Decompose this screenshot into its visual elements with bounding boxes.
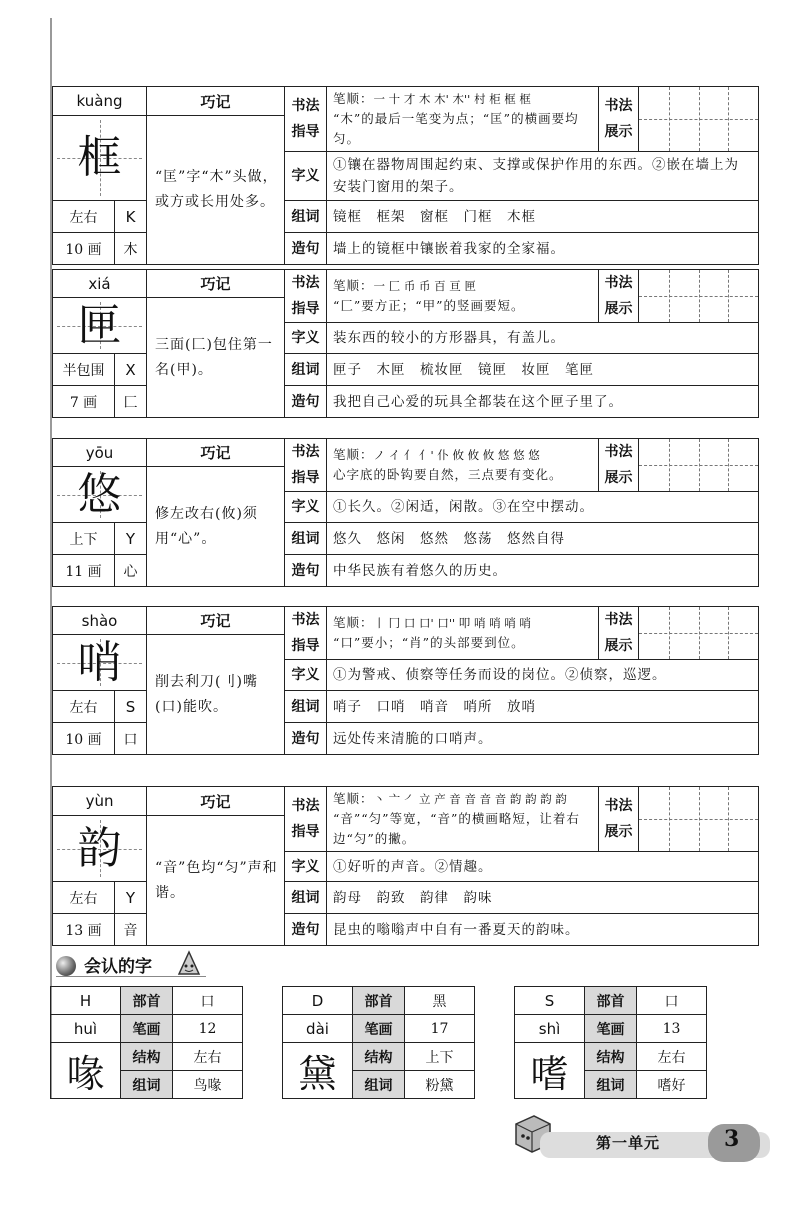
show-label: 书法 展示 [599, 439, 639, 492]
recognize-card [514, 986, 707, 1099]
zuci-text: 韵母 韵致 韵律 韵味 [327, 882, 759, 914]
ziyi-label: 字义 [285, 152, 327, 201]
zaoju-text: 昆虫的嗡嗡声中自有一番夏天的韵味。 [327, 914, 759, 946]
recognize-card [282, 986, 475, 1099]
zuci-text: 镜框 框架 窗框 门框 木框 [327, 201, 759, 233]
qiaoji-text: 三面(匚)包住第一名(甲)。 [147, 298, 285, 418]
zaoju-label: 造句 [285, 233, 327, 265]
character-card [52, 606, 759, 755]
zuci-label: 组词 [353, 1071, 405, 1099]
shufa-zhidao-label: 书法 指导 [285, 607, 327, 660]
page-number: 3 [724, 1126, 740, 1152]
zaoju-text: 墙上的镜框中镶嵌着我家的全家福。 [327, 233, 759, 265]
stroke-guide: 笔顺：丨 冂 口 口' 口'' 叩 哨 哨 哨 哨 “口”要小；“肖”的头部要到位。 [327, 607, 599, 660]
bihua-label: 笔画 [353, 1015, 405, 1043]
zuci-value: 粉黛 [405, 1071, 475, 1099]
pinyin: dài [283, 1015, 353, 1043]
zaoju-text: 远处传来清脆的口哨声。 [327, 723, 759, 755]
jiegou-label: 结构 [353, 1043, 405, 1071]
index-letter: Y [115, 882, 147, 914]
zuci-value: 鸟喙 [173, 1071, 243, 1099]
jiegou-value: 上下 [405, 1043, 475, 1071]
stroke-count: 10 画 [53, 723, 115, 755]
zaoju-label: 造句 [285, 914, 327, 946]
recognize-card [50, 986, 243, 1099]
jiegou-value: 左右 [637, 1043, 707, 1071]
main-character: 框 [53, 116, 147, 201]
character-card [52, 438, 759, 587]
ziyi-label: 字义 [285, 323, 327, 354]
ziyi-label: 字义 [285, 492, 327, 523]
bihua-value: 13 [637, 1015, 707, 1043]
main-character: 匣 [53, 298, 147, 354]
zuci-text: 匣子 木匣 梳妆匣 镜匣 妆匣 笔匣 [327, 354, 759, 386]
jiegou-value: 左右 [173, 1043, 243, 1071]
qiaoji-header: 巧记 [147, 87, 285, 116]
qiaoji-header: 巧记 [147, 607, 285, 635]
character-card [52, 786, 759, 946]
show-label: 书法 展示 [599, 270, 639, 323]
recognize-character: 嗜 [515, 1043, 585, 1099]
index-letter: Y [115, 523, 147, 555]
bihua-label: 笔画 [121, 1015, 173, 1043]
practice-grid [639, 270, 759, 323]
radical: 口 [115, 723, 147, 755]
structure: 左右 [53, 691, 115, 723]
ball-icon [56, 956, 76, 976]
structure: 左右 [53, 201, 115, 233]
shufa-zhidao-label: 书法 指导 [285, 87, 327, 152]
stroke-guide: 笔顺：一 十 才 木 木' 木'' 村 柜 框 框 “木”的最后一笔变为点；“匡”的横画要均匀。 [327, 87, 599, 152]
practice-grid [639, 787, 759, 852]
zaoju-label: 造句 [285, 723, 327, 755]
practice-grid [639, 87, 759, 152]
bushou-value: 黑 [405, 987, 475, 1015]
main-character: 韵 [53, 816, 147, 882]
bushou-value: 口 [637, 987, 707, 1015]
show-label: 书法 展示 [599, 787, 639, 852]
structure: 半包围 [53, 354, 115, 386]
zaoju-label: 造句 [285, 386, 327, 418]
index-letter: H [51, 987, 121, 1015]
mascot-icon [176, 950, 202, 978]
bushou-value: 口 [173, 987, 243, 1015]
pinyin: xiá [53, 270, 147, 298]
main-character: 悠 [53, 467, 147, 523]
qiaoji-text: “匡”字“木”头做，或方或长用处多。 [147, 116, 285, 265]
recognize-character: 喙 [51, 1043, 121, 1099]
radical: 木 [115, 233, 147, 265]
bihua-value: 12 [173, 1015, 243, 1043]
qiaoji-text: 修左改右(攸)须用“心”。 [147, 467, 285, 587]
zuci-label: 组词 [285, 691, 327, 723]
stroke-guide: 笔顺：ノ イ 亻 亻' 仆 攸 攸 攸 悠 悠 悠 心字底的卧钩要自然，三点要有变化。 [327, 439, 599, 492]
stroke-count: 10 画 [53, 233, 115, 265]
recognize-title: 会认的字 [84, 957, 152, 977]
zuci-label: 组词 [285, 882, 327, 914]
bushou-label: 部首 [121, 987, 173, 1015]
stroke-count: 13 画 [53, 914, 115, 946]
index-letter: D [283, 987, 353, 1015]
index-letter: K [115, 201, 147, 233]
stroke-count: 11 画 [53, 555, 115, 587]
qiaoji-header: 巧记 [147, 787, 285, 816]
pinyin: huì [51, 1015, 121, 1043]
ziyi-text: 装东西的较小的方形器具，有盖儿。 [327, 323, 759, 354]
practice-grid [639, 607, 759, 660]
radical: 匚 [115, 386, 147, 418]
bihua-label: 笔画 [585, 1015, 637, 1043]
zuci-label: 组词 [121, 1071, 173, 1099]
radical: 音 [115, 914, 147, 946]
index-letter: X [115, 354, 147, 386]
stroke-count: 7 画 [53, 386, 115, 418]
shufa-zhidao-label: 书法 指导 [285, 270, 327, 323]
pinyin: shì [515, 1015, 585, 1043]
bushou-label: 部首 [353, 987, 405, 1015]
show-label: 书法 展示 [599, 607, 639, 660]
stroke-guide: 笔顺：一 匚 币 币 百 亘 匣 “匚”要方正；“甲”的竖画要短。 [327, 270, 599, 323]
zuci-label: 组词 [285, 201, 327, 233]
character-card [52, 86, 759, 265]
zuci-label: 组词 [585, 1071, 637, 1099]
zaoju-text: 中华民族有着悠久的历史。 [327, 555, 759, 587]
recognize-section-header [56, 950, 216, 980]
jiegou-label: 结构 [121, 1043, 173, 1071]
zaoju-text: 我把自己心爱的玩具全都装在这个匣子里了。 [327, 386, 759, 418]
zuci-text: 哨子 口哨 哨音 哨所 放哨 [327, 691, 759, 723]
ziyi-text: ①好听的声音。②情趣。 [327, 852, 759, 882]
qiaoji-header: 巧记 [147, 439, 285, 467]
page-footer [500, 1106, 770, 1166]
ziyi-text: ①镶在器物周围起约束、支撑或保护作用的东西。②嵌在墙上为安装门窗用的架子。 [327, 152, 759, 201]
ziyi-text: ①长久。②闲适，闲散。③在空中摆动。 [327, 492, 759, 523]
qiaoji-text: “音”色均“匀”声和谐。 [147, 816, 285, 946]
pinyin: yōu [53, 439, 147, 467]
bihua-value: 17 [405, 1015, 475, 1043]
ziyi-label: 字义 [285, 660, 327, 691]
pinyin: yùn [53, 787, 147, 816]
pinyin: shào [53, 607, 147, 635]
pinyin: kuàng [53, 87, 147, 116]
ziyi-label: 字义 [285, 852, 327, 882]
shufa-zhidao-label: 书法 指导 [285, 439, 327, 492]
ziyi-text: ①为警戒、侦察等任务而设的岗位。②侦察，巡逻。 [327, 660, 759, 691]
qiaoji-text: 削去利刀(刂)嘴(口)能吹。 [147, 635, 285, 755]
structure: 左右 [53, 882, 115, 914]
recognize-character: 黛 [283, 1043, 353, 1099]
jiegou-label: 结构 [585, 1043, 637, 1071]
qiaoji-header: 巧记 [147, 270, 285, 298]
bushou-label: 部首 [585, 987, 637, 1015]
structure: 上下 [53, 523, 115, 555]
shufa-zhidao-label: 书法 指导 [285, 787, 327, 852]
main-character: 哨 [53, 635, 147, 691]
zuci-value: 嗜好 [637, 1071, 707, 1099]
index-letter: S [515, 987, 585, 1015]
zuci-label: 组词 [285, 354, 327, 386]
character-card [52, 269, 759, 418]
unit-label: 第一单元 [596, 1134, 661, 1152]
show-label: 书法 展示 [599, 87, 639, 152]
practice-grid [639, 439, 759, 492]
index-letter: S [115, 691, 147, 723]
zuci-label: 组词 [285, 523, 327, 555]
zaoju-label: 造句 [285, 555, 327, 587]
stroke-guide: 笔顺：丶 亠 ㇒ 立 产 音 音 音 音 韵 韵 韵 韵 “音”“匀”等宽，“音”的横画略短，让着右边“匀”的撇。 [327, 787, 599, 852]
zuci-text: 悠久 悠闲 悠然 悠荡 悠然自得 [327, 523, 759, 555]
radical: 心 [115, 555, 147, 587]
